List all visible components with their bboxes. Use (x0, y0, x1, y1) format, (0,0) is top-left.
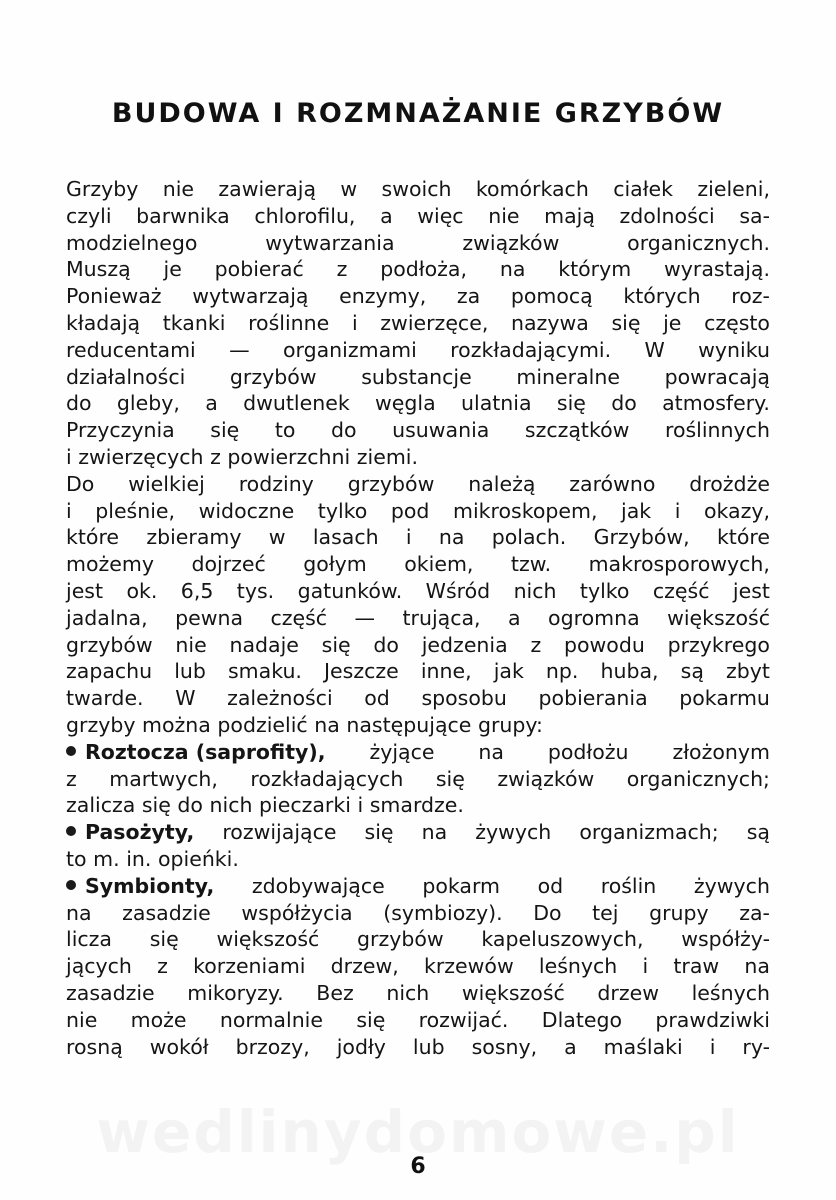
text-line: rosną wokół brzozy, jodły lub sosny, a maślaki i ry- (66, 1034, 770, 1059)
text-line: zapachu lub smaku. Jeszcze inne, jak np. huba, są zbyt (66, 659, 770, 684)
text-line: czyli barwnika chlorofilu, a więc nie mają zdolności sa- (66, 203, 770, 228)
body-text (66, 176, 770, 1060)
text-line: zasadzie mikoryzy. Bez nich większość drzew leśnych (66, 980, 770, 1005)
text-line: jest ok. 6,5 tys. gatunków. Wśród nich tylko część jest (66, 578, 770, 603)
text-line: licza się większość grzybów kapeluszowych, współży- (66, 927, 770, 952)
group-term: Pasożyty, (85, 820, 195, 845)
text-line: grzybów nie nadaje się do jedzenia z powodu przykrego (66, 632, 770, 657)
text-line: jadalna, pewna część — trująca, a ogromna większość (66, 605, 770, 630)
text-line: jących z korzeniami drzew, krzewów leśnych i traw na (66, 954, 770, 979)
text-line: nie może normalnie się rozwijać. Dlatego prawdziwki (66, 1007, 770, 1032)
text-line: kładają tkanki roślinne i zwierzęce, nazywa się je często (66, 310, 770, 335)
bullet-icon (66, 873, 214, 900)
text-line: do gleby, a dwutlenek węgla ulatnia się do atmosfery. (66, 391, 770, 416)
text-line: i zwierzęcych z powierzchni ziemi. (66, 444, 418, 469)
text-line: zalicza się do nich pieczarki i smardze. (66, 793, 464, 818)
text-line: Przyczynia się to do usuwania szczątków roślinnych (66, 418, 770, 443)
text-line: twarde. W zależności od sposobu pobierania pokarmu (66, 686, 770, 711)
text-line: działalności grzybów substancje mineralne powracają (66, 364, 770, 389)
text-line: Muszą je pobierać z podłoża, na którym wyrastają. (66, 257, 770, 282)
text-line: na zasadzie współżycia (symbiozy). Do tej grupy za- (66, 900, 770, 925)
text-line: Grzyby nie zawierają w swoich komórkach ciałek zieleni, (66, 177, 770, 201)
bullet-icon (66, 739, 326, 766)
text-line: z martwych, rozkładających się związków organicznych; (66, 766, 770, 791)
text-line: możemy dojrzeć gołym okiem, tzw. makrosporowych, (66, 552, 770, 577)
text-line: Do wielkiej rodziny grzybów należą zarówno drożdże (66, 471, 770, 496)
text-line: reducentami — organizmami rozkładającymi. W wyniku (66, 337, 770, 362)
group-term: Roztocza (saprofity), (85, 739, 326, 764)
text-line: grzyby można podzielić na następujące grupy: (66, 712, 543, 737)
group-item-pasozyty: Pasożyty, rozwijające się na żywych organizmach; są (66, 819, 770, 846)
group-item-saprofity: Roztocza (saprofity), żyjące na podłożu złożonym (66, 739, 770, 766)
group-term: Symbionty, (85, 873, 215, 898)
page-title: BUDOWA I ROZMNAŻANIE GRZYBÓW (111, 98, 725, 129)
text-line: to m. in. opieńki. (66, 846, 239, 871)
text-line: i pleśnie, widoczne tylko pod mikroskopem, jak i okazy, (66, 498, 770, 523)
bullet-icon (66, 819, 194, 846)
page-number: 6 (410, 1154, 426, 1179)
text-line: które zbieramy w lasach i na polach. Grzybów, które (66, 525, 770, 550)
text-line: Ponieważ wytwarzają enzymy, za pomocą których roz- (66, 284, 770, 309)
text-line: modzielnego wytwarzania związków organicznych. (66, 230, 770, 255)
group-item-symbionty: Symbionty, zdobywające pokarm od roślin żywych (66, 873, 770, 900)
